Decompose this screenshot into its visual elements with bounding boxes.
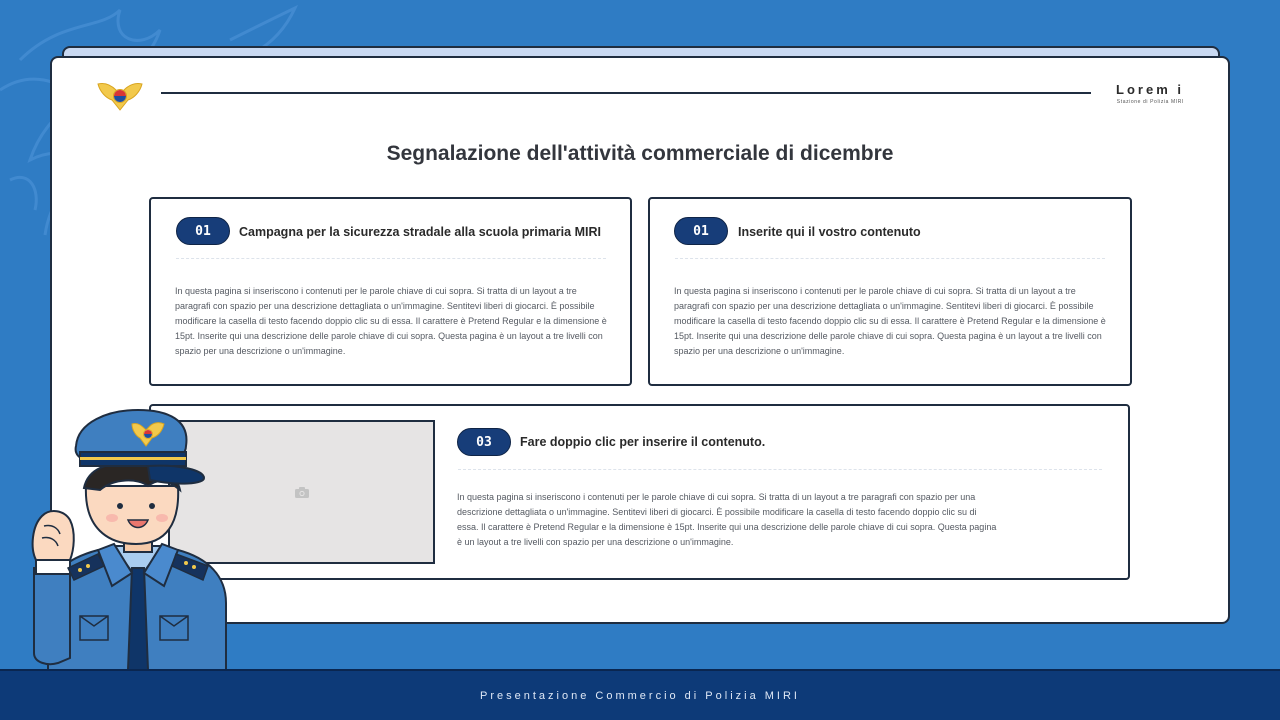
box-2-divider: [675, 258, 1105, 259]
footer-text: Presentazione Commercio di Polizia MIRI: [480, 689, 800, 702]
footer-bar: [0, 669, 1280, 720]
box-2-text[interactable]: In questa pagina si inseriscono i contenuti per le parole chiave di cui sopra. Si tratta di un layout a tre paragrafi con spazio per una descrizione dettagliata o un'immagine. Sentitevi liberi di giocarci. È possibile modificare la casella di testo facendo doppio clic su di essa. Il carattere è Pretend Regular e la dimensione è 15pt. Inserite qui una descrizione delle parole chiave di cui sopra. Questa pagina è un layout a tre livelli con spazio per una descrizione o un'immagine.: [674, 286, 1106, 356]
brand-block: [1116, 82, 1184, 105]
box-2-title[interactable]: Inserite qui il vostro contenuto: [738, 225, 921, 239]
police-officer-illustration: [28, 408, 238, 670]
box-3-title[interactable]: Fare doppio clic per inserire il contenuto.: [520, 435, 766, 449]
brand-subtitle: Stazione di Polizia MIRI: [1116, 99, 1184, 105]
badge-1: 01: [176, 217, 230, 245]
header-divider: [161, 92, 1091, 94]
box-1-title[interactable]: Campagna per la sicurezza stradale alla scuola primaria MIRI: [239, 225, 601, 239]
box-1-text[interactable]: In questa pagina si inseriscono i contenuti per le parole chiave di cui sopra. Si tratta di un layout a tre paragrafi con spazio per una descrizione dettagliata o un'immagine. Sentitevi liberi di giocarci. È possibile modificare la casella di testo facendo doppio clic su di essa. Il carattere è Pretend Regular e la dimensione è 15pt. Inserite qui una descrizione delle parole chiave di cui sopra. Questa pagina è un layout a tre livelli con spazio per una descrizione o un'immagine.: [175, 286, 607, 356]
badge-3: 03: [457, 428, 511, 456]
box-3-text[interactable]: In questa pagina si inseriscono i contenuti per le parole chiave di cui sopra. Si tratta di un layout a tre paragrafi con spazio per una descrizione dettagliata o un'immagine. Sentitevi liberi di giocarci. È possibile modificare la casella di testo facendo doppio clic su di essa. Il carattere è Pretend Regular e la dimensione è 15pt. Inserite qui una descrizione delle parole chiave di cui sopra. Questa pagina è un layout a tre livelli con spazio per una descrizione o un'immagine.: [457, 492, 997, 547]
box-1-divider: [176, 258, 606, 259]
box-3-divider: [458, 469, 1102, 470]
police-emblem-icon: [96, 76, 144, 112]
badge-2: 01: [674, 217, 728, 245]
brand-title: Lorem i: [1116, 82, 1184, 97]
page-title[interactable]: Segnalazione dell'attività commerciale di dicembre: [386, 142, 894, 165]
camera-icon: [294, 486, 310, 499]
